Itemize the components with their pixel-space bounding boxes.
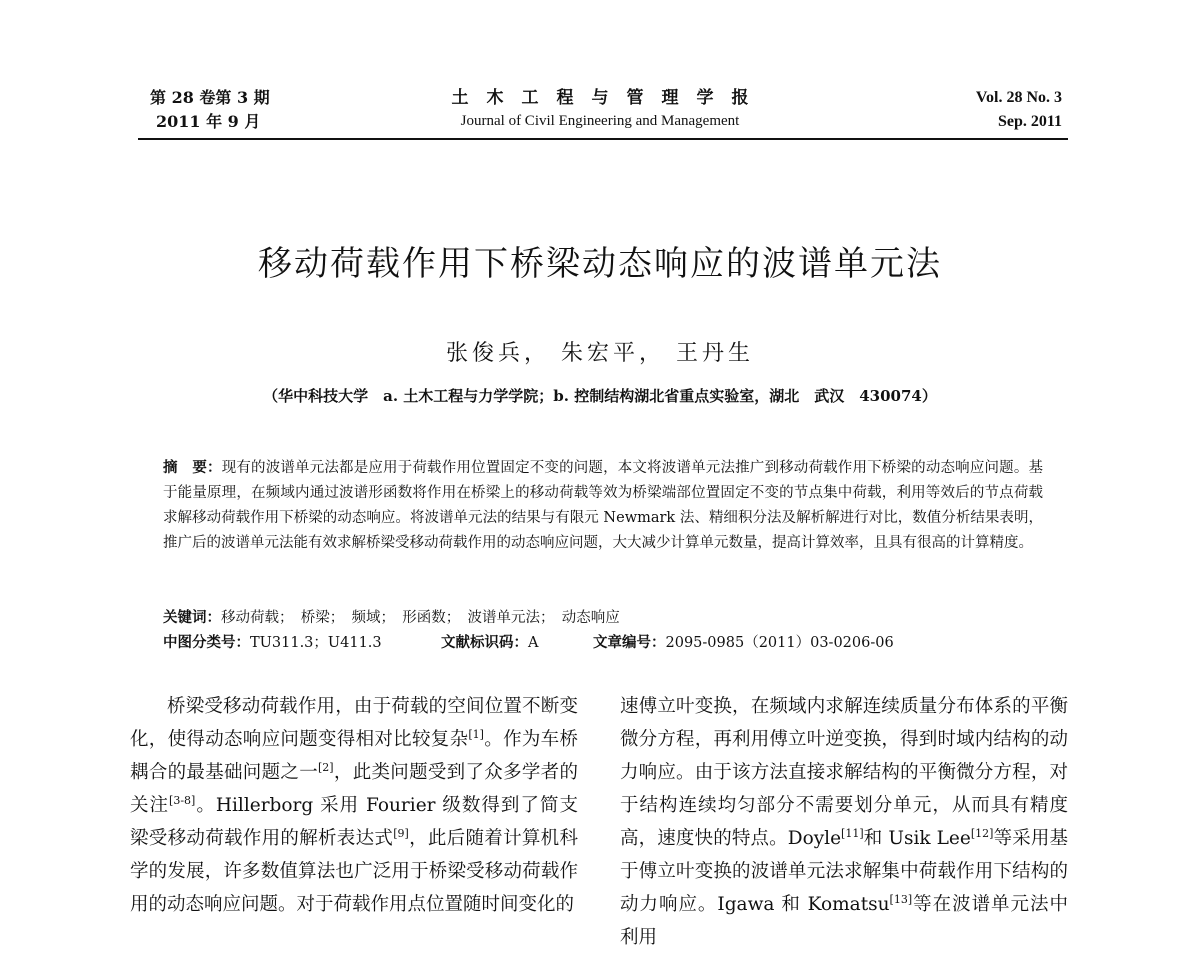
article-no-value: 2095-0985（2011）03-0206-06 xyxy=(665,635,894,651)
citation: [12] xyxy=(970,826,994,840)
citation: [3-8] xyxy=(169,793,196,807)
clc-value: TU311.3；U411.3 xyxy=(250,635,382,651)
journal-name-en: Journal of Civil Engineering and Management xyxy=(460,113,740,129)
body-text: 。作为车桥耦合的最基础问题之一 xyxy=(130,729,578,783)
body-paragraph xyxy=(130,690,578,921)
volume-en: Vol. 28 No. 3 xyxy=(975,89,1062,106)
citation: [11] xyxy=(841,826,864,840)
paper-title: 移动荷载作用下桥梁动态响应的波谱单元法 xyxy=(258,244,942,284)
date-en: Sep. 2011 xyxy=(997,113,1062,130)
body-text: 速傅立叶变换，在频域内求解连续质量分布体系的平衡微分方程，再利用傅立叶逆变换，得到时域内结构的动力响应。由于该方法直接求解结构的平衡微分方程，对于结构连续均匀部分不需要划分单元，从而具有精度高，速度快的特点。Doyle xyxy=(620,696,1068,849)
body-text: ，此类问题受到了众多学者的关注 xyxy=(130,762,578,816)
keywords-text: 移动荷载； 桥梁； 频域； 形函数； 波谱单元法； 动态响应 xyxy=(221,610,620,626)
citation: [2] xyxy=(318,760,334,774)
article-no-label: 文章编号： xyxy=(593,634,666,651)
header-rule xyxy=(138,138,1068,140)
body-text: 和 Usik Lee xyxy=(863,828,971,849)
body-text: 等采用基于傅立叶变换的波谱单元法求解集中荷载作用下结构的动力响应。Igawa 和 Komatsu xyxy=(620,828,1068,915)
author-list: 张俊兵， 朱宏平， 王丹生 xyxy=(446,341,754,366)
journal-name-cn: 土木工程与管理学报 xyxy=(451,88,767,108)
date-cn: 2011 年 9 月 xyxy=(156,112,261,131)
keywords-label: 关键词： xyxy=(163,609,221,626)
body-text: ，此后随着计算机科学的发展，许多数值算法也广泛用于桥梁受移动荷载作用的动态响应问题。对于荷载作用点位置随时间变化的 xyxy=(130,828,578,915)
header-volume-en xyxy=(976,86,1062,134)
body-column-left xyxy=(130,690,578,921)
body-paragraph xyxy=(620,690,1068,954)
abstract xyxy=(163,455,1043,556)
doc-code-value: A xyxy=(528,635,539,651)
header-journal xyxy=(380,86,820,132)
header-volume-info xyxy=(150,86,270,134)
classification-line xyxy=(163,630,1043,656)
citation: [1] xyxy=(468,727,484,741)
doc-code-label: 文献标识码： xyxy=(441,634,528,651)
body-text: 桥梁受移动荷载作用，由于荷载的空间位置不断变化，使得动态响应问题变得相对比较复杂 xyxy=(130,696,578,750)
body-text: 等在波谱单元法中利用 xyxy=(620,894,1068,948)
body-text: 。Hillerborg 采用 Fourier 级数得到了简支梁受移动荷载作用的解析表达式 xyxy=(130,795,578,849)
citation: [13] xyxy=(889,892,913,906)
keywords xyxy=(163,605,1043,631)
volume-cn: 第 28 卷第 3 期 xyxy=(150,88,270,107)
affiliation: （华中科技大学 a. 土木工程与力学学院；b. 控制结构湖北省重点实验室，湖北 武汉 430074） xyxy=(263,387,937,405)
citation: [9] xyxy=(393,826,409,840)
clc-label: 中图分类号： xyxy=(163,634,250,651)
body-column-right xyxy=(620,690,1068,954)
abstract-text: 现有的波谱单元法都是应用于荷载作用位置固定不变的问题，本文将波谱单元法推广到移动荷载作用下桥梁的动态响应问题。基于能量原理，在频域内通过波谱形函数将作用在桥梁上的移动荷载等效为桥梁端部位置固定不变的节点集中荷载，利用等效后的节点荷载求解移动荷载作用下桥梁的动态响应。将波谱单元法的结果与有限元 Newmark 法、精细积分法及解析解进行对比，数值分析结果表明，推广后的波谱单元法能有效求解桥梁受移动荷载作用的动态响应问题，大大减少计算单元数量，提高计算效率，且具有很高的计算精度。 xyxy=(163,460,1044,551)
abstract-label: 摘 要： xyxy=(163,459,222,476)
